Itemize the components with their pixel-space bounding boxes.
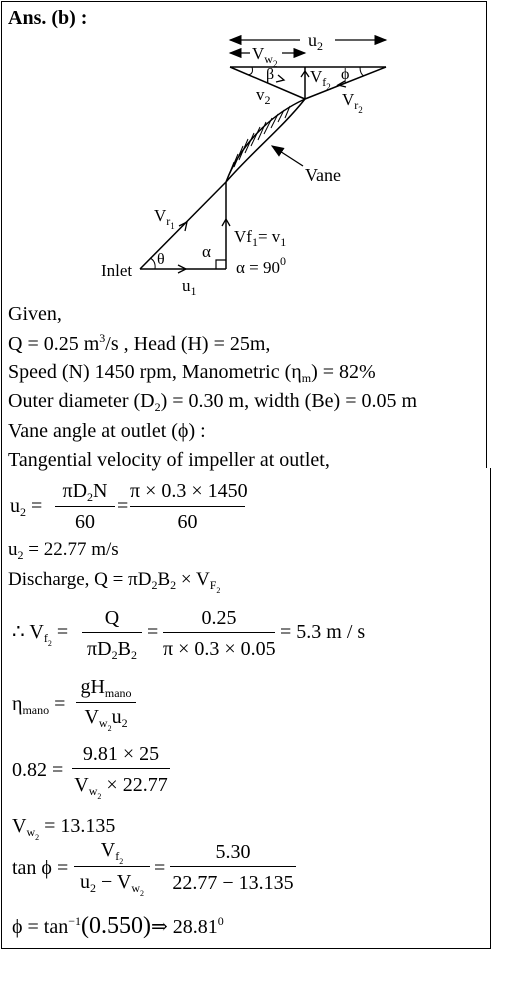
discharge-line: Discharge, $Q = \pi D_2B_2 \times V_{F_2}$ xyxy=(8,569,221,595)
vf-eq-den2: π × 0.3 × 0.05 xyxy=(163,638,276,660)
u2-eq-num2: π × 0.3 × 1450 xyxy=(130,480,248,502)
vane-shape xyxy=(226,99,305,182)
inlet-label: Inlet xyxy=(101,261,133,280)
eq082-num: 9.81 × 25 xyxy=(82,743,160,765)
vr1-label: $V_{r_1}$ xyxy=(154,206,175,231)
tan-eq-line1 xyxy=(74,866,150,867)
eta-eq-den: $V_{w_2}u_2$ xyxy=(84,706,128,733)
vane-label: Vane xyxy=(305,165,341,185)
u2-eq-den2: 60 xyxy=(177,511,198,533)
vf-eq-result: = 5.3 m / s xyxy=(280,621,366,643)
v2-arrowhead xyxy=(276,75,284,82)
vr1-line xyxy=(140,182,226,269)
eta-eq-num: $gH_{mano}$ xyxy=(80,676,132,700)
alpha-eq-label: $\alpha = 90^0$ xyxy=(236,254,286,277)
given-diameter-line: Outer diameter $(D_2) = 0.30$ m, width (Be) = 0.05 m xyxy=(8,390,418,414)
eta-eq-lhs: $\eta_{mano}$ = xyxy=(12,693,66,717)
tan-eq-num2: 5.30 xyxy=(215,841,251,863)
vane-hatch xyxy=(228,106,290,177)
u2-label: $u_2$ xyxy=(308,30,323,53)
tan-eq-lhs: tan ϕ = xyxy=(12,857,69,879)
tan-eq-den1: $u_2 - V_{w_2}$ xyxy=(79,871,145,898)
phi-label: ϕ xyxy=(341,66,350,83)
vr2-label: $V_{r_2}$ xyxy=(342,90,363,115)
tan-eq-line2 xyxy=(170,866,296,867)
given-heading: Given, xyxy=(8,303,62,325)
beta-label: β xyxy=(266,66,275,83)
theta-label: θ xyxy=(157,251,165,268)
alpha-label: α xyxy=(202,242,211,261)
u2-eq-equals: = xyxy=(117,495,129,517)
vf-eq-equals: = xyxy=(147,621,159,643)
eq082-line xyxy=(72,768,170,769)
vw2-value: $V_{w_2} = 13.135$ xyxy=(12,815,116,842)
vf-eq-lhs: ∴ $V_{f_2}$ = xyxy=(12,621,69,648)
vf-eq-line2 xyxy=(163,632,275,633)
vf-eq-den1: $\pi D_2B_2$ xyxy=(87,638,137,662)
theta-arc xyxy=(150,258,155,269)
given-tangential: Tangential velocity of impeller at outlet, xyxy=(8,449,330,471)
vf-eq-num1: Q xyxy=(104,607,120,629)
u2-eq-lhs: $u_2$ = xyxy=(10,495,43,519)
tan-eq-equals: = xyxy=(154,857,166,879)
eq082-lhs: 0.82 = xyxy=(12,759,64,781)
vw2-label: $V_{w_2}$ xyxy=(252,44,278,69)
vf1-label: $Vf_1= v_1$ xyxy=(234,227,287,249)
right-angle-mark xyxy=(216,260,226,269)
vf-eq-line1 xyxy=(82,632,142,633)
u2-eq-num1: $\pi D_2N$ xyxy=(62,480,108,504)
vane-pointer xyxy=(272,146,303,166)
eta-eq-line xyxy=(76,702,136,703)
phi-arc xyxy=(360,67,364,76)
u2-eq-line1 xyxy=(55,506,115,507)
vf-eq-num2: 0.25 xyxy=(201,607,237,629)
answer-heading: Ans. (b) : xyxy=(8,7,88,29)
u2-eq-den1: 60 xyxy=(75,511,95,533)
given-speed-line: Speed (N) 1450 rpm, Manometric $(\eta_m) = 82\%$ xyxy=(8,361,376,385)
tan-eq-den2: 22.77 − 13.135 xyxy=(172,872,294,894)
u2-eq-line2 xyxy=(130,506,245,507)
given-q-line: Q = 0.25 $m^3/s$ , Head (H) = 25m, xyxy=(8,331,271,355)
u1-label: $u_1$ xyxy=(182,276,197,298)
given-vane-angle: Vane angle at outlet (ϕ) : xyxy=(8,420,206,442)
v2-label: $v_2$ xyxy=(256,85,271,107)
tan-eq-num1: $V_{f_2}$ xyxy=(100,839,124,866)
vf2-label: $V_{f_2}$ xyxy=(310,67,331,92)
u2-result: $u_2 = 22.77$ m/s xyxy=(8,539,119,562)
eq082-den: $V_{w_2} \times 22.77$ xyxy=(74,774,168,801)
phi-result-line: $\phi = \tan^{-1}(0.550)\Rightarrow$ 28.81$^0$ xyxy=(12,913,224,939)
